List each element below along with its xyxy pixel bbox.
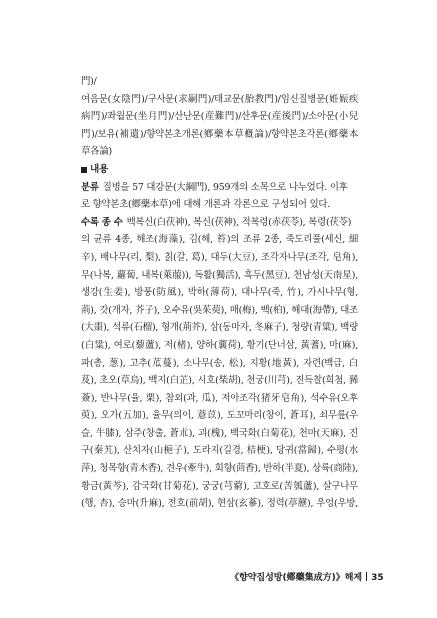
paragraph-line: 구(秦艽), 산치자(山梔子), 도라지(길경, 桔梗), 당귀(當歸), 수평(水 xyxy=(81,445,358,457)
paragraph-line xyxy=(81,214,358,232)
page-number: 35 xyxy=(371,573,384,583)
paragraph-line: 생강(生姜), 방풍(防風), 박하(薄荷), 대나무(죽, 竹), 가시나무(형, xyxy=(81,287,358,299)
paragraph-line: 辛), 배나무(리, 梨), 칡(갈, 葛), 대두(大豆), 조각자나무(조각, 皂角), xyxy=(81,251,358,263)
running-title: 《향약집성방(鄕藥集成方)》해제 xyxy=(230,573,363,583)
paragraph-text: 질병을 57 대강문(大綱門), 959개의 소목으로 나누었다. 이후 xyxy=(102,181,348,193)
intro-line: 門)/ xyxy=(81,76,97,87)
paragraph-line: 슬, 牛膝), 삼주(창출, 蒼朮), 괴(槐), 백국화(白菊花), 천마(天麻), 진 xyxy=(81,427,358,439)
intro-line: 病門)/좌월문(坐月門)/산난문(産難門)/산후문(産後門)/소아문(小兒 xyxy=(81,111,358,123)
paragraph-line: 荊), 갓(개자, 芥子), 오수유(吳茱萸), 매(梅), 백(柏), 해대(海帶), 대조 xyxy=(81,304,358,316)
paragraph-line: 파(총, 葱), 고추(苽蔓), 소나무(송, 松), 지황(地黃), 자련(백급, 白 xyxy=(81,357,358,369)
term-label: 수록 종 수 xyxy=(81,216,123,228)
paragraph-text: 백복신(白茯神), 복신(茯神), 적복령(赤茯苓), 복령(茯苓) xyxy=(126,216,352,228)
intro-line: 草各論) xyxy=(81,146,112,158)
intro-line: 門)/보유(補遺)/향약본초개론(鄕藥本草槪論)/향약본초각론(鄕藥本 xyxy=(81,128,358,140)
paragraph-line: 萍), 청목향(青木香), 견우(牽牛), 회향(茴香), 반하(半夏), 상륙(商陸), xyxy=(81,463,358,475)
section-heading-label: 내용 xyxy=(90,163,109,175)
paragraph-line: 의 균류 4종, 해조(海藻), 김(해, 苔)의 조류 2종, 죽도리풀(세신, 細 xyxy=(81,234,358,246)
paragraph-line: 무(나복, 蘿蔔, 내복(萊菔)), 독활(獨活), 흑두(黑豆), 천남성(天南星), xyxy=(81,269,358,281)
paragraph-line: (白粱), 여로(藜蘆), 저(楮), 양하(蘘荷), 황기(단너삼, 黃蓍), 마(麻), xyxy=(81,339,358,351)
paragraph-line: 로 향약본초(鄕藥本草)에 대해 개론과 각론으로 구성되어 있다. xyxy=(81,199,331,211)
paragraph-line: (大棗), 석류(石榴), 형개(荊芥), 삼(동마자, 冬麻子), 청량(青粱), 백량 xyxy=(81,322,358,334)
paragraph-line: 萸), 오가(五加), 율무(의이, 薏苡), 도꼬마리(창이, 蒼耳), 쇠무릎(우 xyxy=(81,410,358,422)
paragraph-line: 薟), 반나무(율, 栗), 참외(과, 瓜), 저아조각(猪牙皂角), 석수유(오후 xyxy=(81,392,358,404)
section-heading xyxy=(81,161,358,179)
square-bullet-icon xyxy=(81,167,87,173)
paragraph-line: 芨), 초오(草烏), 백지(白芷), 시호(柴胡), 천궁(川芎), 진득찰(희첨, 豨 xyxy=(81,375,358,387)
body-text xyxy=(81,73,358,513)
page-footer xyxy=(230,570,384,583)
intro-line: 여음문(女陰門)/구사문(求嗣門)/태교문(胎教門)/임신질병문(姙娠疾 xyxy=(81,93,358,105)
paragraph-line: 황금(黃芩), 감국화(甘菊花), 궁궁(芎藭), 고호로(苦瓠蘆), 살구나무 xyxy=(81,480,358,492)
paragraph-line: (행, 杏), 승마(升麻), 전호(前胡), 현삼(玄蔘), 정력(葶藶), 우엉(우방, xyxy=(81,498,358,510)
term-label: 분류 xyxy=(81,181,99,193)
paragraph-line xyxy=(81,179,358,197)
footer-divider xyxy=(366,572,367,581)
